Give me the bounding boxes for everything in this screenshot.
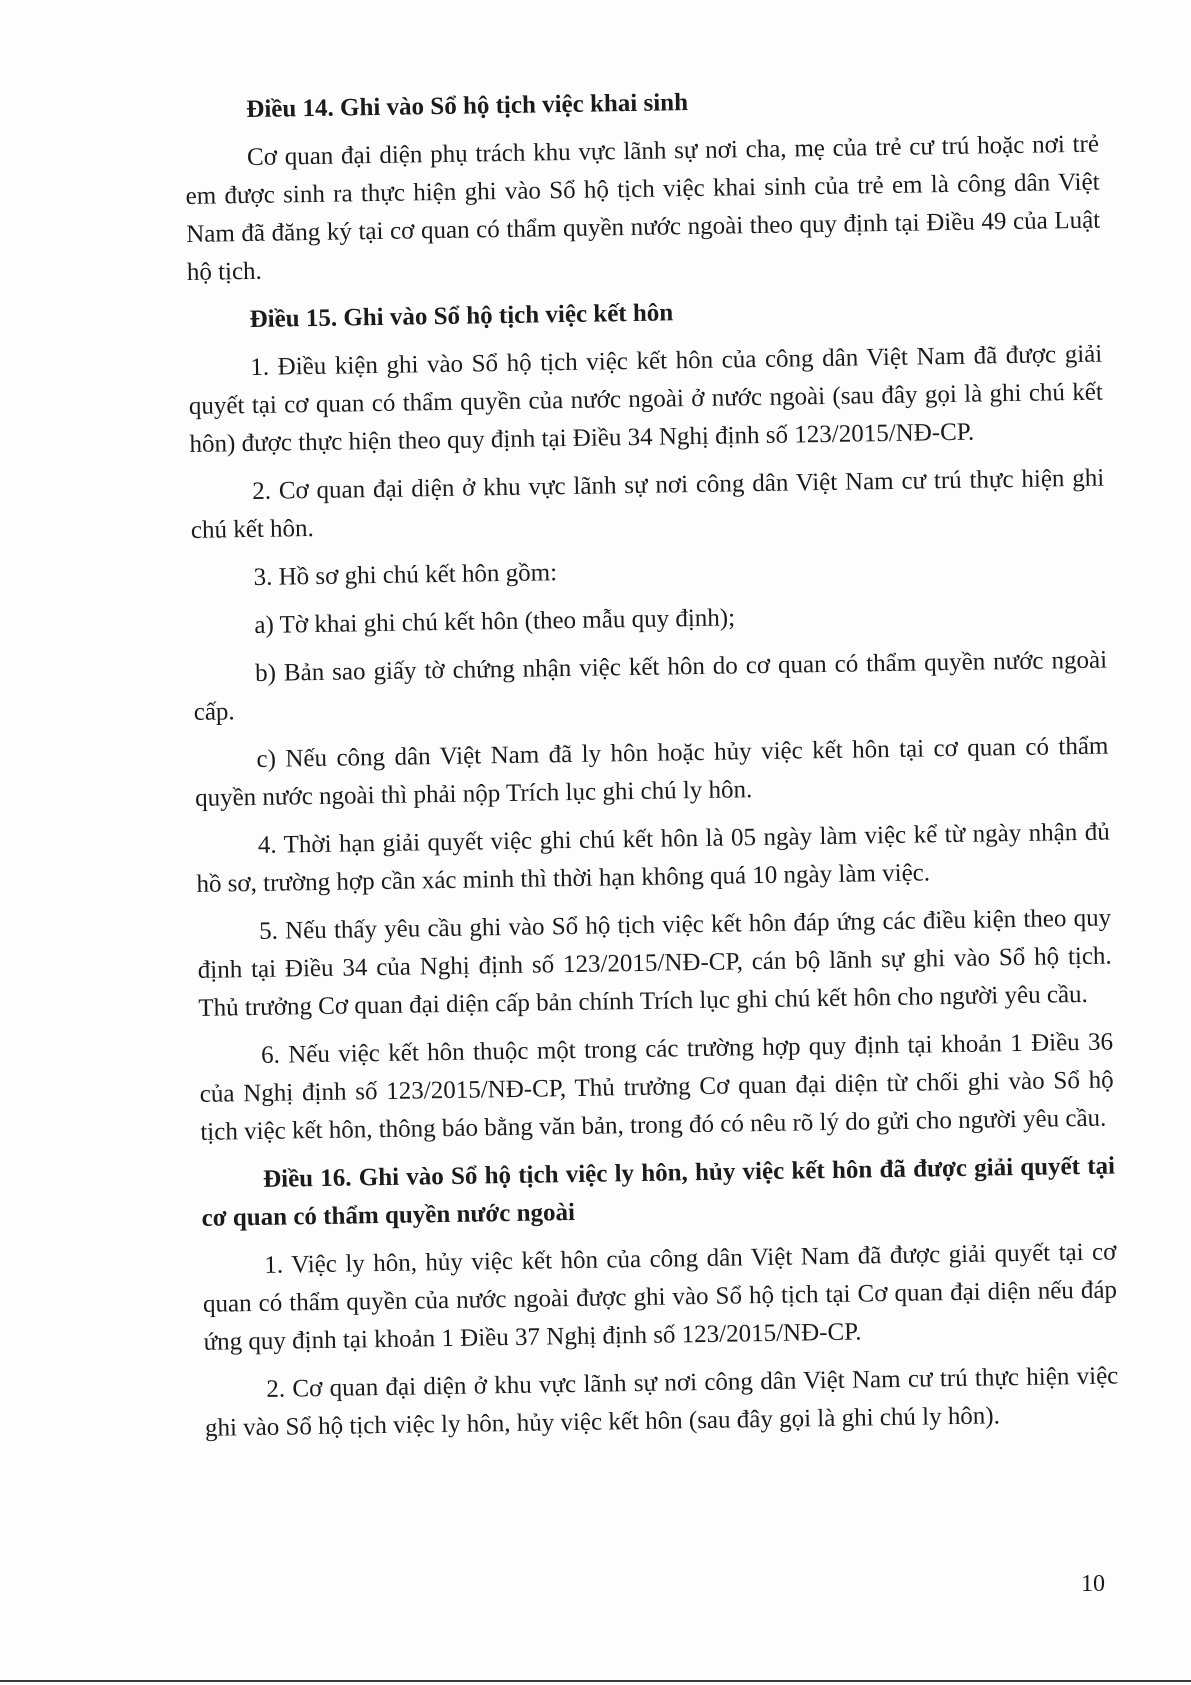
page-number: 10 (1081, 1571, 1105, 1597)
article-15-clause-2: 2. Cơ quan đại diện ở khu vực lãnh sự nơi công dân Việt Nam cư trú thực hiện ghi chú kết hôn. (190, 464, 1105, 544)
article-15-clause-4: 4. Thời hạn giải quyết việc ghi chú kết hôn là 05 ngày làm việc kể từ ngày nhận đủ hồ sơ, trường hợp cần xác minh thì thời hạn không quá 10 ngày làm việc. (196, 818, 1110, 898)
article-14-paragraph: Cơ quan đại diện phụ trách khu vực lãnh sự nơi cha, mẹ của trẻ cư trú hoặc nơi trẻ em được sinh ra thực hiện ghi vào Sổ hộ tịch việc khai sinh của trẻ em là công dân Việt Nam đã đăng ký tại cơ quan có thẩm quyền nước ngoài theo quy định tại Điều 49 của Luật hộ tịch. (185, 130, 1101, 286)
article-15-heading: Điều 15. Ghi vào Sổ hộ tịch việc kết hôn (249, 299, 674, 333)
scan-edge-line (0, 1680, 1191, 1682)
article-15-clause-3b: b) Bản sao giấy tờ chứng nhận việc kết hôn do cơ quan có thẩm quyền nước ngoài cấp. (193, 646, 1108, 726)
article-15-clause-5: 5. Nếu thấy yêu cầu ghi vào Sổ hộ tịch việc kết hôn đáp ứng các điều kiện theo quy định tại Điều 34 của Nghị định số 123/2015/NĐ-CP, cán bộ lãnh sự ghi vào Sổ hộ tịch. Thủ trưởng Cơ quan đại diện cấp bản chính Trích lục ghi chú kết hôn cho người yêu cầu. (197, 904, 1112, 1022)
article-16-heading: Điều 16. Ghi vào Sổ hộ tịch việc ly hôn, hủy việc kết hôn đã được giải quyết tại cơ quan có thẩm quyền nước ngoài (201, 1152, 1116, 1232)
article-15-clause-3: 3. Hồ sơ ghi chú kết hôn gồm: (253, 559, 558, 591)
article-15-clause-1: 1. Điều kiện ghi vào Sổ hộ tịch việc kết hôn của công dân Việt Nam đã được giải quyết tại cơ quan có thẩm quyền của nước ngoài ở nước ngoài (sau đây gọi là ghi chú kết hôn) được thực hiện theo quy định tại Điều 34 Nghị định số 123/2015/NĐ-CP. (188, 340, 1104, 458)
article-15-clause-6: 6. Nếu việc kết hôn thuộc một trong các trường hợp quy định tại khoản 1 Điều 36 của Nghị định số 123/2015/NĐ-CP, Thủ trưởng Cơ quan đại diện từ chối ghi vào Sổ hộ tịch việc kết hôn, thông báo bằng văn bản, trong đó có nêu rõ lý do gửi cho người yêu cầu. (199, 1028, 1114, 1146)
article-15-clause-3a: a) Tờ khai ghi chú kết hôn (theo mẫu quy định); (254, 604, 736, 639)
article-16-clause-1: 1. Việc ly hôn, hủy việc kết hôn của công dân Việt Nam đã được giải quyết tại cơ quan có thẩm quyền của nước ngoài được ghi vào Sổ hộ tịch tại Cơ quan đại diện nếu đáp ứng quy định tại khoản 1 Điều 37 Nghị định số 123/2015/NĐ-CP. (202, 1238, 1118, 1356)
article-16-clause-2: 2. Cơ quan đại diện ở khu vực lãnh sự nơi công dân Việt Nam cư trú thực hiện việc ghi vào Sổ hộ tịch việc ly hôn, hủy việc kết hôn (sau đây gọi là ghi chú ly hôn). (204, 1362, 1119, 1442)
article-14-heading: Điều 14. Ghi vào Sổ hộ tịch việc khai sinh (246, 89, 689, 124)
article-15-clause-3c: c) Nếu công dân Việt Nam đã ly hôn hoặc hủy việc kết hôn tại cơ quan có thẩm quyền nước ngoài thì phải nộp Trích lục ghi chú ly hôn. (194, 732, 1109, 812)
document-body (184, 78, 1119, 1458)
